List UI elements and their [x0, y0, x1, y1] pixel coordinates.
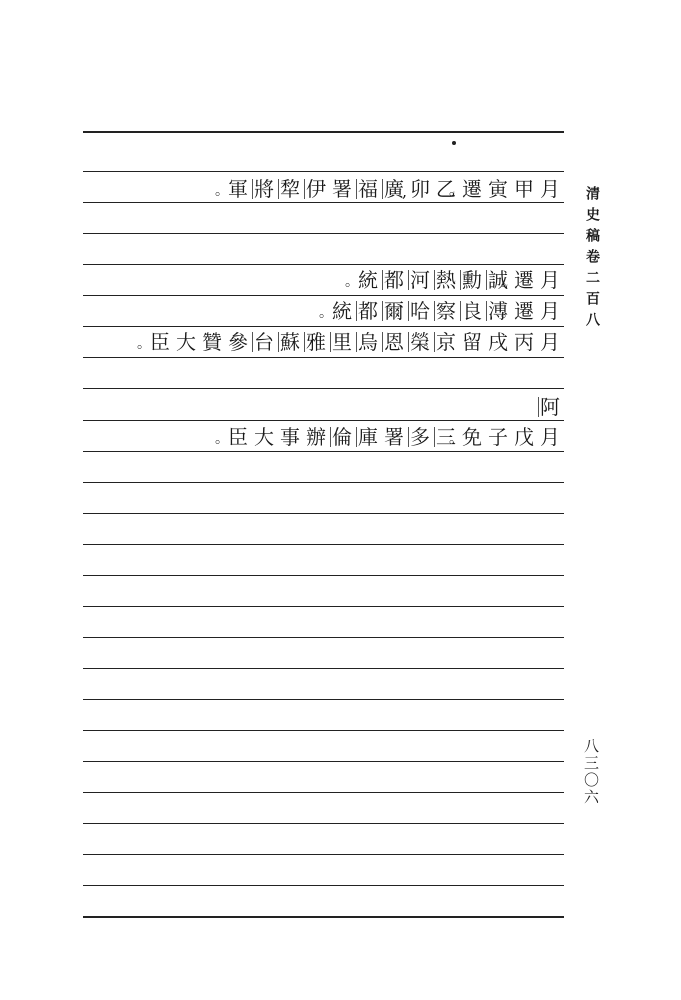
cell-char: 倫	[329, 422, 355, 452]
cell-char: 蘇	[277, 327, 303, 357]
table-rule	[83, 792, 564, 793]
cell-char: 寅	[488, 177, 508, 201]
cell-char: 里	[329, 327, 355, 357]
cell-char: 河	[407, 265, 433, 295]
table-row	[225, 174, 563, 204]
cell-char: 乙	[436, 177, 456, 201]
table-rule	[83, 916, 564, 918]
cell-char: 京 。	[433, 327, 459, 357]
cell-char: 月	[540, 425, 560, 449]
cell-char: 三	[433, 422, 459, 452]
cell-char: 多	[407, 422, 433, 452]
cell-char: 甲	[514, 177, 534, 201]
cell-char: 戊	[514, 425, 534, 449]
table-rule	[83, 606, 564, 607]
cell-char: 察	[433, 296, 459, 326]
cell-char: 統 。	[329, 296, 355, 326]
cell-char: 免 。	[459, 422, 485, 452]
side-title: 清史稿卷二百八	[584, 186, 600, 333]
table-row	[147, 327, 563, 357]
table-rule	[83, 575, 564, 576]
cell-char: 軍 。	[225, 174, 251, 204]
table-rule	[83, 885, 564, 886]
cell-char: 贊	[202, 330, 222, 354]
cell-char: 阿	[537, 392, 563, 422]
cell-char: 統 。	[355, 265, 381, 295]
cell-char: 雅	[303, 327, 329, 357]
cell-char: 福	[355, 174, 381, 204]
table-rule	[83, 388, 564, 389]
cell-char: 遷 。	[511, 296, 537, 326]
cell-char: 廣	[381, 174, 407, 204]
cell-char: 臣 。	[225, 422, 251, 452]
table-rule	[83, 357, 564, 358]
cell-char: 烏	[355, 327, 381, 357]
cell-char: 參	[228, 330, 248, 354]
cell-char: 署	[384, 425, 404, 449]
cell-char: 遷 。	[459, 174, 485, 204]
cell-char: 勳	[459, 265, 485, 295]
table-row	[537, 392, 563, 422]
table-row	[355, 265, 563, 295]
cell-char: 大	[176, 330, 196, 354]
cell-char: 伊	[303, 174, 329, 204]
cell-char: 良	[459, 296, 485, 326]
table-rule	[83, 131, 564, 133]
cell-char: 誠	[485, 265, 511, 295]
table-rule	[83, 637, 564, 638]
table-rule	[83, 482, 564, 483]
cell-char: 爾	[381, 296, 407, 326]
table-rule	[83, 544, 564, 545]
cell-char: 大	[254, 425, 274, 449]
cell-char: 臣 。	[147, 327, 173, 357]
cell-char: 月	[540, 330, 560, 354]
table-rule	[83, 513, 564, 514]
cell-char: 卯 ,	[407, 174, 433, 204]
cell-char: 辦	[306, 425, 326, 449]
cell-char: 都	[381, 265, 407, 295]
cell-char: 熱	[433, 265, 459, 295]
table-rule	[83, 699, 564, 700]
cell-char: 事	[280, 425, 300, 449]
table-rule	[83, 668, 564, 669]
cell-char: 月	[540, 268, 560, 292]
cell-char: 遷 。	[511, 265, 537, 295]
cell-char: 台	[251, 327, 277, 357]
table-rule	[83, 420, 564, 421]
table-rule	[83, 823, 564, 824]
cell-char: 都	[355, 296, 381, 326]
cell-char: 恩	[381, 327, 407, 357]
table-rule	[83, 730, 564, 731]
cell-char: 庫	[355, 422, 381, 452]
table-row	[329, 296, 563, 326]
cell-char: 署	[332, 177, 352, 201]
table-rule	[83, 761, 564, 762]
table-rule	[83, 233, 564, 234]
table-rule	[83, 854, 564, 855]
cell-char: 丙	[514, 330, 534, 354]
cell-char: 留	[462, 330, 482, 354]
page-number: 八三〇六	[582, 738, 600, 806]
cell-char: 子	[488, 425, 508, 449]
cell-char: 榮	[407, 327, 433, 357]
table-row	[225, 422, 563, 452]
cell-char: 溥	[485, 296, 511, 326]
table-rule	[83, 171, 564, 172]
cell-char: 戌	[488, 330, 508, 354]
cell-char: 犂	[277, 174, 303, 204]
cell-char: 月	[540, 299, 560, 323]
ink-speck	[452, 141, 456, 145]
cell-char: 哈	[407, 296, 433, 326]
cell-char: 將	[251, 174, 277, 204]
cell-char: 月	[540, 177, 560, 201]
